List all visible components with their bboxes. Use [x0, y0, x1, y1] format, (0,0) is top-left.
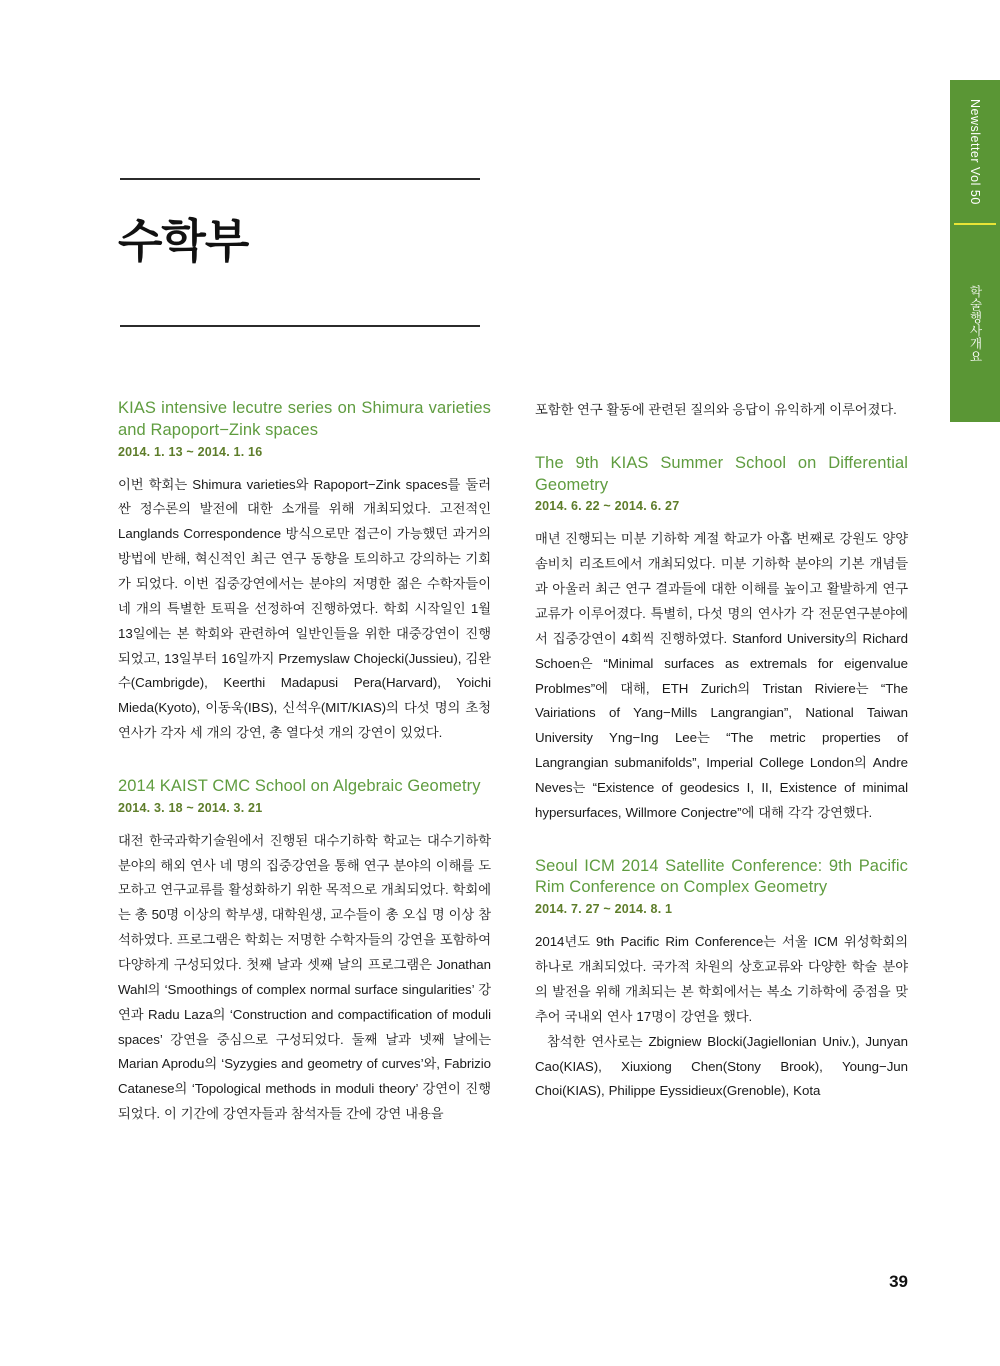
article-columns	[118, 398, 908, 1127]
article-paragraph: 2014년도 9th Pacific Rim Conference는 서울 ICM 위성학회의 하나로 개최되었다. 국가적 차원의 상호교류와 다양한 학술 분야의 발전을 위해 개최되는 본 학회에서는 복소 기하학에 중점을 맞추어 국내외 연사 17명이 강연을 했다.	[535, 934, 908, 1024]
article-paragraph: 매년 진행되는 미분 기하학 계절 학교가 아홉 번째로 강원도 양양 솜비치 리조트에서 개최되었다. 미분 기하학 분야의 기본 개념들과 아울러 최근 연구 결과들에 대한 이해를 높이고 활발하게 연구 교류가 이루어졌다. 특별히, 다섯 명의 연사가 각 전문연구분야에서 집중강연이 4회씩 진행하였다. Stanford University의 Richard Schoen은 “Minimal surfaces as extremals for eigenvalue Problmes”에 대해, ETH Zurich의 Tristan Riviere는 “The Vairiations of Yang−Mills Langrangian”, National Taiwan University Yng−Ing Lee는 “The metric properties of Langrangian submanifolds”, Imperial College London의 Andre Neves는 “Existence of geodesics I, II, Existence of minimal hypersurfaces, Willmore Conjectre”에 대해 각각 강연했다.	[535, 531, 908, 820]
article-body	[535, 527, 908, 825]
continuation-paragraph: 포함한 연구 활동에 관련된 질의와 응답이 유익하게 이루어졌다.	[535, 402, 897, 417]
left-column	[118, 398, 491, 1127]
side-tab	[950, 80, 1000, 422]
page-number: 39	[889, 1272, 908, 1291]
article-body	[535, 930, 908, 1104]
article-date: 2014. 3. 18 ~ 2014. 3. 21	[118, 800, 263, 815]
article-kaist-cmc	[118, 776, 491, 1127]
right-column	[535, 398, 908, 1127]
article-date: 2014. 7. 27 ~ 2014. 8. 1	[535, 902, 673, 917]
page-title: 수학부	[118, 215, 249, 267]
article-date: 2014. 6. 22 ~ 2014. 6. 27	[535, 499, 680, 514]
article-paragraph-speakers: 참석한 연사로는 Zbigniew Blocki(Jagiellonian Univ.), Junyan Cao(KIAS), Xiuxiong Chen(Stony Brook), Young−Jun Choi(KIAS), Philippe Eyssidieux(Grenoble), Kota	[535, 1033, 908, 1099]
article-body	[118, 473, 491, 746]
article-title: Seoul ICM 2014 Satellite Conference: 9th Pacific Rim Conference on Complex Geometry	[535, 856, 908, 897]
article-paragraph: 대전 한국과학기술원에서 진행된 대수기하학 학교는 대수기하학 분야의 해외 연사 네 명의 집중강연을 통해 연구 분야의 이해를 도모하고 연구교류를 활성화하기 위한 목적으로 개최되었다. 학회에는 총 50명 이상의 학부생, 대학원생, 교수들이 총 오십 명 이상 참석하였다. 프로그램은 학회는 저명한 수학자들의 강연을 포함하여 다양하게 구성되었다. 첫째 날과 셋째 날의 프로그램은 Jonathan Wahl의 ‘Smoothings of complex normal surface singularities’ 강연과 Radu Laza의 ‘Construction and compactification of moduli spaces’ 강연을 중심으로 구성되었다. 둘째 날과 넷째 날에는 Marian Aprodu의 ‘Syzygies and geometry of curves’와, Fabrizio Catanese의 ‘Topological methods in moduli theory’ 강연이 진행되었다. 이 기간에 강연자들과 참석자들 간에 강연 내용을	[118, 832, 491, 1122]
article-date: 2014. 1. 13 ~ 2014. 1. 16	[118, 444, 263, 459]
article-body	[118, 829, 491, 1127]
side-tab-newsletter	[950, 80, 1000, 223]
article-title: The 9th KIAS Summer School on Differential Geometry	[535, 453, 908, 494]
continuation-paragraph-block	[535, 398, 908, 423]
article-title: 2014 KAIST CMC School on Algebraic Geometry	[118, 776, 481, 795]
article-seoul-icm	[535, 856, 908, 1105]
side-tab-section	[950, 225, 1000, 422]
article-paragraph: 이번 학회는 Shimura varieties와 Rapoport−Zink spaces를 둘러싼 정수론의 발전에 대한 소개를 위해 개최되었다. 고전적인 Langlands Correspondence 방식으로만 접근이 가능했던 과거의 방법에 반해, 혁신적인 최근 연구 동향을 토의하고 강의하는 기회가 되었다. 이번 집중강연에서는 분야의 저명한 젊은 수학자들이 네 개의 특별한 토픽을 선정하여 진행하였다. 학회 시작일인 1월 13일에는 본 학회와 관련하여 일반인들을 위한 대중강연이 진행되었고, 13일부터 16일까지 Przemyslaw Chojecki(Jussieu), 김완수(Cambrigde), Keerthi Madapusi Pera(Harvard), Yoichi Mieda(Kyoto), 이동욱(IBS), 신석우(MIT/KIAS)의 다섯 명의 초청 연사가 각자 세 개의 강연, 총 열다섯 개의 강연이 있었다.	[118, 476, 491, 741]
article-title: KIAS intensive lecutre series on Shimura varieties and Rapoport−Zink spaces	[118, 399, 491, 439]
title-rule-top	[120, 178, 480, 180]
side-tab-newsletter-label: Newsletter Vol 50	[968, 98, 982, 205]
article-shimura	[118, 398, 491, 746]
title-rule-bottom	[120, 325, 480, 327]
side-tab-section-label: 학술행사개요	[968, 284, 982, 363]
article-summer-school	[535, 453, 908, 826]
